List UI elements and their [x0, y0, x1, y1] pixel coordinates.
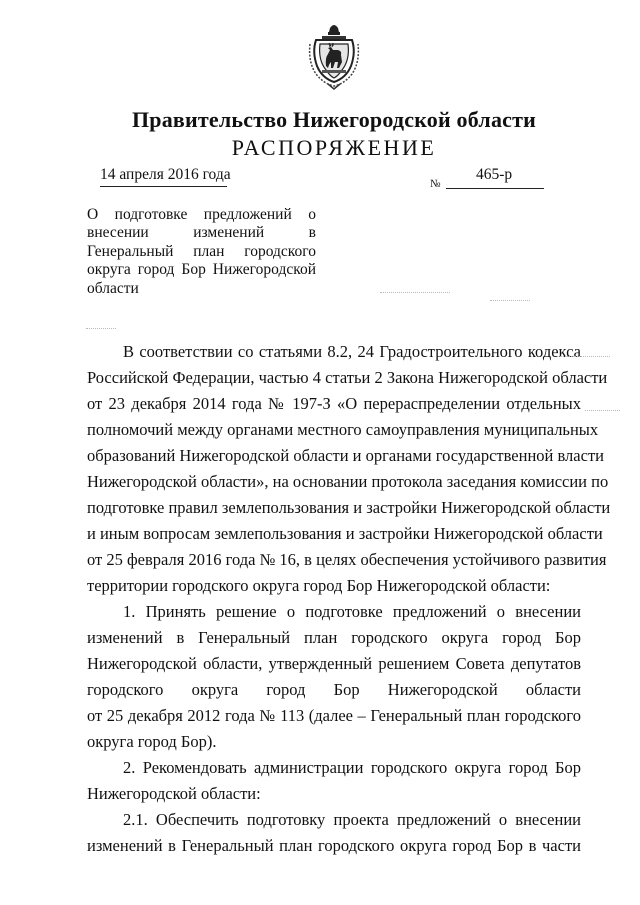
subject-line: области [87, 279, 139, 297]
body-line: округа город Бор). [87, 732, 217, 751]
scan-noise [490, 300, 530, 301]
body-line: от 25 декабря 2012 года № 113 (далее – Генеральный план городского [87, 706, 581, 725]
scan-noise [560, 356, 610, 357]
government-title: Правительство Нижегородской области [131, 107, 536, 132]
body-line: подготовке правил землепользования и застройки Нижегородской области [87, 498, 611, 517]
number-underline [446, 188, 544, 189]
document-number: 465-р [476, 166, 513, 183]
body-line: городского округа город Бор Нижегородской области [87, 680, 581, 699]
body-line: от 23 декабря 2014 года № 197-З «О перераспределении отдельных [87, 394, 581, 413]
body-line: Российской Федерации, частью 4 статьи 2 Закона Нижегородской области [87, 368, 608, 387]
body-line: В соответствии со статьями 8.2, 24 Градостроительного кодекса [123, 342, 581, 361]
body-line: от 25 февраля 2016 года № 16, в целях обеспечения устойчивого развития [87, 550, 607, 569]
body-line: и иным вопросам землепользования и застройки Нижегородской области [87, 524, 603, 543]
subject-line: округа город Бор Нижегородской [87, 261, 316, 279]
scan-noise [380, 292, 450, 293]
coat-of-arms-icon [308, 22, 360, 90]
body-line: полномочий между органами местного самоуправления муниципальных [87, 420, 599, 439]
body-line: изменений в Генеральный план городского округа город Бор в части [87, 836, 581, 855]
body-line: изменений в Генеральный план городского округа город Бор [87, 628, 581, 647]
number-label: № [430, 178, 441, 190]
document-subject [87, 206, 316, 298]
body-line: Нижегородской области, утвержденный решением Совета депутатов [87, 654, 581, 673]
subject-line: внесении изменений в [87, 224, 316, 242]
body-line: 2. Рекомендовать администрации городского округа город Бор [123, 758, 581, 777]
body-line: территории городского округа город Бор Нижегородской области: [87, 576, 551, 595]
date-underline [100, 186, 227, 187]
body-line: Нижегородской области: [87, 784, 261, 803]
subject-line: Генеральный план городского [87, 242, 316, 260]
subject-line: О подготовке предложений о [87, 206, 316, 223]
scan-noise [585, 410, 620, 411]
document-type: РАСПОРЯЖЕНИЕ [231, 135, 437, 160]
scan-noise [86, 328, 116, 329]
body-line: Нижегородской области», на основании протокола заседания комиссии по [87, 472, 609, 491]
body-line: образований Нижегородской области и органами государственной власти [87, 446, 604, 465]
body-line: 1. Принять решение о подготовке предложений о внесении [123, 602, 581, 621]
body-line: 2.1. Обеспечить подготовку проекта предложений о внесении [123, 810, 581, 829]
document-date: 14 апреля 2016 года [100, 166, 231, 183]
